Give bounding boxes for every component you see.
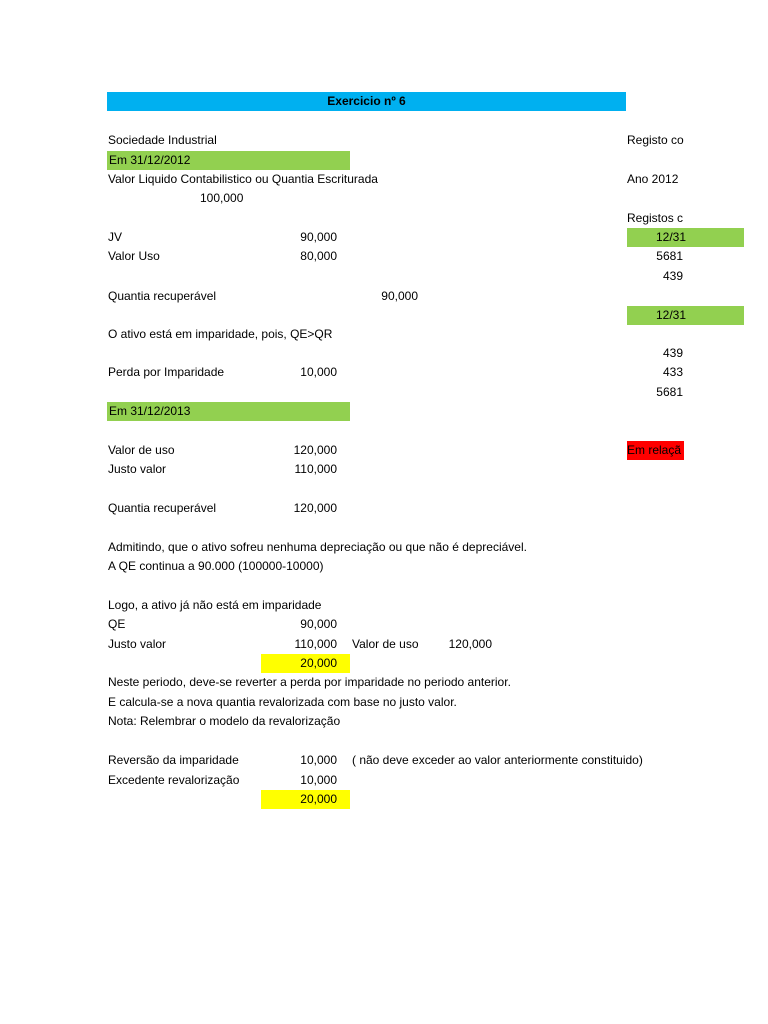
- account-439-b: 439: [662, 346, 683, 360]
- date-2012: Em 31/12/2012: [109, 153, 191, 167]
- reversao-value: 10,000: [300, 753, 337, 767]
- company-name: Sociedade Industrial: [108, 133, 217, 147]
- valor-uso-value: 80,000: [300, 249, 337, 263]
- perda-label: Perda por Imparidade: [108, 365, 225, 379]
- jv-value: 90,000: [300, 230, 337, 244]
- valor-de-uso-2-value: 120,000: [448, 637, 492, 651]
- registos-heading: Registos c: [627, 211, 684, 225]
- valor-de-uso-2-label: Valor de uso: [352, 637, 419, 651]
- nota-text: Nota: Relembrar o modelo da revalorização: [108, 714, 341, 728]
- justo-valor-label: Justo valor: [108, 462, 167, 476]
- em-relacao-cell: [627, 441, 684, 460]
- account-439: 439: [662, 269, 683, 283]
- perda-value: 10,000: [300, 365, 337, 379]
- account-5681-b: 5681: [656, 385, 683, 399]
- valor-uso-label: Valor Uso: [108, 249, 160, 263]
- quantia-recuperavel-value: 90,000: [381, 289, 418, 303]
- valor-de-uso-value: 120,000: [293, 443, 337, 457]
- vlc-value: 100,000: [200, 191, 244, 205]
- excedente-label: Excedente revalorização: [108, 773, 240, 787]
- imparidade-text: O ativo está em imparidade, pois, QE>QR: [108, 327, 333, 341]
- quantia-recuperavel-label: Quantia recuperável: [108, 289, 217, 303]
- neste-text: Neste periodo, deve-se reverter a perda por imparidade no periodo anterior.: [108, 675, 511, 689]
- date-2013: Em 31/12/2013: [109, 404, 191, 418]
- account-5681: 5681: [656, 249, 683, 263]
- excedente-value: 10,000: [300, 773, 337, 787]
- account-433: 433: [662, 365, 683, 379]
- quantia-recuperavel-2-value: 120,000: [293, 501, 337, 515]
- ano-label: Ano 2012: [627, 172, 679, 186]
- jv-label: JV: [108, 230, 123, 244]
- vlc-label: Valor Liquido Contabilistico ou Quantia Escriturada: [108, 172, 378, 186]
- reversao-note: ( não deve exceder ao valor anteriormente constituido): [352, 753, 643, 767]
- registo-heading: Registo co: [627, 133, 684, 147]
- valor-de-uso-label: Valor de uso: [108, 443, 175, 457]
- qe-continua-text: A QE continua a 90.000 (100000-10000): [108, 559, 324, 573]
- date-a: 12/31: [655, 230, 686, 244]
- justo-valor-2-value: 110,000: [294, 637, 337, 651]
- quantia-recuperavel-2-label: Quantia recuperável: [108, 501, 217, 515]
- date-b: 12/31: [655, 308, 686, 322]
- admitindo-text: Admitindo, que o ativo sofreu nenhuma depreciação ou que não é depreciável.: [108, 540, 527, 554]
- qe-label: QE: [108, 617, 126, 631]
- qe-value: 90,000: [300, 617, 337, 631]
- logo-text: Logo, a ativo já não está em imparidade: [108, 598, 322, 612]
- reversao-label: Reversão da imparidade: [108, 753, 239, 767]
- calcula-text: E calcula-se a nova quantia revalorizada com base no justo valor.: [108, 695, 457, 709]
- em-relacao-text: Em relaçã: [627, 443, 682, 457]
- total-value: 20,000: [300, 792, 337, 806]
- page-title: Exercicio nº 6: [327, 94, 406, 108]
- justo-valor-value: 110,000: [294, 462, 337, 476]
- justo-valor-2-label: Justo valor: [108, 637, 167, 651]
- diff-value: 20,000: [300, 656, 337, 670]
